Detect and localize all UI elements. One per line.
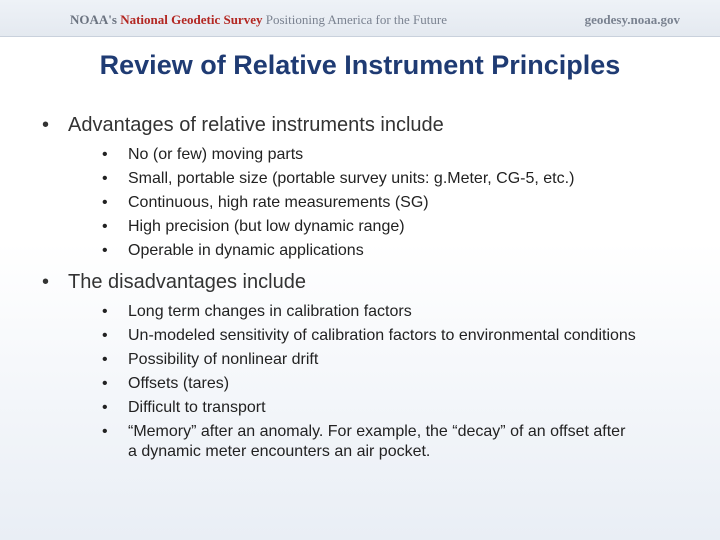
list-item-continuation: a dynamic meter encounters an air pocket. [128, 443, 431, 460]
list-item: • Offsets (tares) [102, 372, 702, 396]
list-item: • No (or few) moving parts [102, 143, 702, 167]
list-item: • Continuous, high rate measurements (SG) [102, 191, 702, 215]
list-item: • Operable in dynamic applications [102, 239, 702, 263]
advantages-list [42, 143, 702, 263]
header-tagline: Positioning America for the Future [265, 12, 447, 27]
list-item-text: “Memory” after an anomaly. For example, the “decay” of an offset after [128, 423, 626, 440]
header-site: geodesy.noaa.gov [584, 12, 680, 27]
list-item: • Un-modeled sensitivity of calibration factors to environmental conditions [102, 324, 702, 348]
list-item [102, 420, 702, 462]
list-item: • Possibility of nonlinear drift [102, 348, 702, 372]
header-org-name: NOAA's [70, 12, 117, 27]
section-heading-advantages: • Advantages of relative instruments include [42, 114, 702, 137]
section-heading-disadvantages: • The disadvantages include [42, 271, 702, 294]
slide-body [42, 114, 702, 470]
list-item: • Difficult to transport [102, 396, 702, 420]
list-item: • High precision (but low dynamic range) [102, 215, 702, 239]
list-item: • Small, portable size (portable survey units: g.Meter, CG-5, etc.) [102, 167, 702, 191]
header-org [70, 12, 447, 28]
slide-title: Review of Relative Instrument Principles [99, 50, 621, 80]
header-bar [0, 0, 720, 37]
list-item: • Long term changes in calibration factors [102, 300, 702, 324]
header-brand: National Geodetic Survey [120, 12, 263, 27]
disadvantages-list [42, 300, 702, 462]
